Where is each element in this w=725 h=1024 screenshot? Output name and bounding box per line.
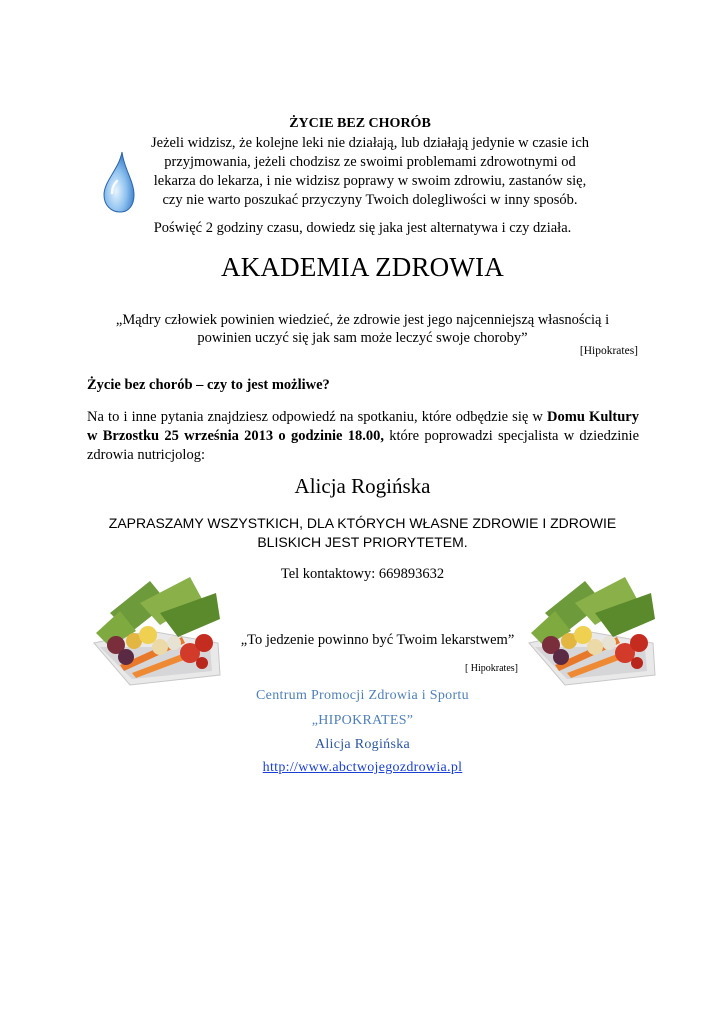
- event-venue: Domu Kultury w Brzostku 25 września 2013 o godzinie 18.00,: [87, 409, 639, 444]
- page-title: AKADEMIA ZDROWIA: [221, 252, 504, 282]
- intro-title: ŻYCIE BEZ CHORÓB: [289, 116, 431, 131]
- org-name: Centrum Promocji Zdrowia i Sportu: [256, 688, 469, 703]
- org-brand: „HIPOKRATES”: [311, 713, 414, 728]
- speaker-name: Alicja Rogińska: [294, 474, 431, 498]
- hippocrates-quote: „Mądry człowiek powinien wiedzieć, że zdrowie jest jego najcenniejszą własnością i powinien uczyć się jak sam może leczyć swoje choroby”: [115, 312, 610, 346]
- food-quote-attribution: [ Hipokrates]: [464, 663, 518, 674]
- event-prefix: Na to i inne pytania znajdziesz odpowiedź na spotkaniu, które odbędzie się w: [87, 409, 548, 425]
- vegetable-basket-image-left: [90, 573, 222, 687]
- intro-cta: Poświęć 2 godziny czasu, dowiedz się jaka jest alternatywa i czy działa.: [153, 220, 572, 236]
- website-link-container: [0, 760, 725, 776]
- quote-attribution: [Hipokrates]: [579, 345, 638, 357]
- contact-phone: Tel kontaktowy: 669893632: [280, 566, 445, 582]
- intro-body: Jeżeli widzisz, że kolejne leki nie działają, lub działają jedynie w czasie ich przyjmowania, jeżeli chodzisz ze swoimi problemami zdrowotnymi od lekarza do lekarza, i nie widzisz poprawy w swoim zdrowiu, zastanów się, czy nie warto poszukać przyczyny Twoich dolegliwości w inny sposób.: [150, 135, 590, 208]
- food-quote: „To jedzenie powinno być Twoim lekarstwem”: [240, 632, 515, 648]
- vegetable-basket-image-right: [525, 573, 657, 687]
- water-drop-icon: [102, 151, 136, 213]
- org-contact-person: Alicja Rogińska: [314, 737, 411, 752]
- question-heading: Życie bez chorób – czy to jest możliwe?: [87, 377, 330, 393]
- event-paragraph: [87, 408, 639, 465]
- invitation-text: ZAPRASZAMY WSZYSTKICH, DLA KTÓRYCH WŁASNE ZDROWIE I ZDROWIE BLISKICH JEST PRIORYTETEM.: [108, 515, 617, 550]
- event-suffix: które poprowadzi specjalista w dziedzinie zdrowia nutricjolog:: [87, 428, 640, 463]
- website-link[interactable]: http://www.abctwojegozdrowia.pl: [262, 760, 463, 775]
